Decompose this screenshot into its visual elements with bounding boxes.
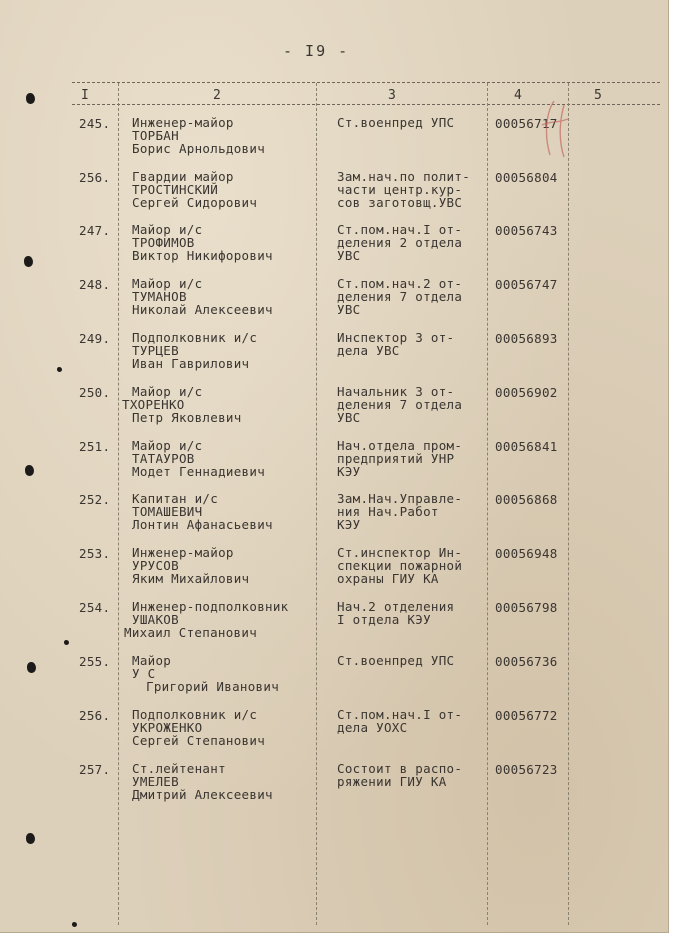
rank: Гвардии майор	[132, 169, 234, 184]
personnel-code: 00056868	[495, 492, 558, 507]
given-name: Модет Геннадиевич	[132, 464, 266, 479]
given-name: Николай Алексеевич	[132, 302, 273, 317]
person-info	[132, 708, 265, 747]
rank: Майор	[132, 653, 172, 668]
person-info	[132, 439, 265, 478]
position-line: Ст.военпред УПС	[337, 653, 455, 668]
position-line: Ст.инспектор Ин-	[337, 545, 463, 560]
row-number: 256.	[79, 170, 111, 185]
rank: Майор и/с	[132, 276, 203, 291]
person-info	[132, 762, 273, 801]
rank: Майор и/с	[132, 222, 203, 237]
surname: ТАТАУРОВ	[132, 451, 195, 466]
position-line: Начальник 3 от-	[337, 384, 455, 399]
column-divider-2	[316, 83, 317, 925]
position-line: I отдела КЭУ	[337, 612, 431, 627]
position-line: КЭУ	[337, 464, 361, 479]
position-info	[337, 277, 462, 316]
position-line: Ст.военпред УПС	[337, 115, 455, 130]
position-line: дела УОХС	[337, 720, 408, 735]
rank: Инженер-подполковник	[132, 599, 289, 614]
binding-hole	[26, 93, 35, 104]
rank: Майор и/с	[132, 438, 203, 453]
surname: ТУРЦЕВ	[132, 343, 179, 358]
person-info	[132, 223, 273, 262]
position-line: части центр.кур-	[337, 182, 463, 197]
personnel-code: 00056736	[495, 654, 558, 669]
surname: ТУМАНОВ	[132, 289, 187, 304]
binding-hole	[72, 922, 77, 927]
rank: Ст.лейтенант	[132, 761, 226, 776]
position-line: УВС	[337, 248, 361, 263]
header-top-rule	[72, 82, 660, 83]
position-info	[337, 439, 462, 478]
rank: Подполковник и/с	[132, 707, 258, 722]
rank: Капитан и/с	[132, 491, 219, 506]
given-name: Михаил Степанович	[124, 625, 258, 640]
position-info	[337, 331, 454, 357]
position-line: ряжении ГИУ КА	[337, 774, 447, 789]
position-line: Ст.пом.нач.I от-	[337, 222, 463, 237]
column-header-2: 2	[213, 88, 222, 103]
position-line: дела УВС	[337, 343, 400, 358]
row-number: 256.	[79, 708, 111, 723]
position-line: Зам.Нач.Управле-	[337, 491, 463, 506]
personnel-code: 00056841	[495, 439, 558, 454]
surname: ТОМАШЕВИЧ	[132, 504, 203, 519]
personnel-code: 00056772	[495, 708, 558, 723]
given-name: Иван Гаврилович	[132, 356, 250, 371]
column-divider-4	[568, 83, 569, 925]
position-line: Нач.2 отделения	[337, 599, 455, 614]
given-name: Григорий Иванович	[146, 679, 280, 694]
rank: Подполковник и/с	[132, 330, 258, 345]
position-info	[337, 762, 462, 788]
person-info	[132, 277, 273, 316]
position-line: предприятий УНР	[337, 451, 455, 466]
personnel-code: 00056902	[495, 385, 558, 400]
person-info	[132, 331, 257, 370]
personnel-code: 00056717	[495, 116, 558, 131]
row-number: 251.	[79, 439, 111, 454]
page-number: - I9 -	[283, 42, 350, 60]
position-line: деления 7 отдела	[337, 289, 463, 304]
personnel-code: 00056723	[495, 762, 558, 777]
surname: ТХОРЕНКО	[122, 397, 185, 412]
personnel-code: 00056798	[495, 600, 558, 615]
binding-hole	[24, 256, 33, 267]
surname: ТРОСТИНСКИЙ	[132, 182, 219, 197]
row-number: 249.	[79, 331, 111, 346]
position-line: Инспектор 3 от-	[337, 330, 455, 345]
personnel-code: 00056893	[495, 331, 558, 346]
column-header-3: 3	[388, 88, 397, 103]
row-number: 245.	[79, 116, 111, 131]
row-number: 250.	[79, 385, 111, 400]
pencil-annotation-mark	[524, 95, 584, 165]
position-line: Состоит в распо-	[337, 761, 463, 776]
row-number: 252.	[79, 492, 111, 507]
position-info	[337, 170, 470, 209]
column-divider-3	[487, 83, 488, 925]
row-number: 257.	[79, 762, 111, 777]
position-line: КЭУ	[337, 517, 361, 532]
given-name: Лонтин Афанасьевич	[132, 517, 273, 532]
given-name: Виктор Никифорович	[132, 248, 273, 263]
position-info	[337, 223, 462, 262]
position-line: УВС	[337, 302, 361, 317]
person-info	[132, 116, 265, 155]
position-line: охраны ГИУ КА	[337, 571, 439, 586]
position-line: сов заготовщ.УВС	[337, 195, 463, 210]
person-info	[132, 170, 257, 209]
row-number: 254.	[79, 600, 111, 615]
row-number: 255.	[79, 654, 111, 669]
binding-hole	[25, 465, 34, 476]
position-line: Нач.отдела пром-	[337, 438, 463, 453]
person-info	[124, 599, 289, 640]
position-info	[337, 708, 462, 734]
personnel-code: 00056804	[495, 170, 558, 185]
binding-hole	[57, 367, 62, 372]
column-header-1: I	[81, 88, 90, 103]
person-info	[132, 492, 273, 531]
rank: Майор и/с	[132, 384, 203, 399]
position-line: ния Нач.Работ	[337, 504, 439, 519]
row-number: 248.	[79, 277, 111, 292]
position-info	[337, 546, 462, 585]
position-line: Зам.нач.по полит-	[337, 169, 471, 184]
binding-hole	[26, 833, 35, 844]
surname: УРУСОВ	[132, 558, 179, 573]
row-number: 253.	[79, 546, 111, 561]
personnel-code: 00056747	[495, 277, 558, 292]
given-name: Дмитрий Алексеевич	[132, 787, 273, 802]
surname: У С	[132, 666, 156, 681]
person-info	[132, 546, 249, 585]
position-line: Ст.пом.нач.I от-	[337, 707, 463, 722]
position-line: УВС	[337, 410, 361, 425]
column-divider-1	[118, 83, 119, 925]
person-info	[122, 384, 242, 425]
position-info	[337, 600, 454, 626]
given-name: Борис Арнольдович	[132, 141, 266, 156]
position-info	[337, 385, 462, 424]
rank: Инженер-майор	[132, 115, 234, 130]
given-name: Яким Михайлович	[132, 571, 250, 586]
surname: ТОРБАН	[132, 128, 179, 143]
position-info	[337, 116, 454, 129]
surname: УМЕЛЕВ	[132, 774, 179, 789]
personnel-code: 00056743	[495, 223, 558, 238]
row-number: 247.	[79, 223, 111, 238]
given-name: Сергей Сидорович	[132, 195, 258, 210]
column-header-4: 4	[514, 88, 523, 103]
column-header-5: 5	[594, 88, 603, 103]
personnel-code: 00056948	[495, 546, 558, 561]
person-info	[132, 654, 279, 693]
position-line: Ст.пом.нач.2 от-	[337, 276, 463, 291]
rank: Инженер-майор	[132, 545, 234, 560]
given-name: Петр Яковлевич	[132, 410, 242, 425]
binding-hole	[64, 640, 69, 645]
position-line: спекции пожарной	[337, 558, 463, 573]
surname: УШАКОВ	[132, 612, 179, 627]
position-info	[337, 492, 462, 531]
position-line: деления 2 отдела	[337, 235, 463, 250]
position-info	[337, 654, 454, 667]
binding-hole	[27, 662, 36, 673]
surname: УКРОЖЕНКО	[132, 720, 203, 735]
given-name: Сергей Степанович	[132, 733, 266, 748]
position-line: деления 7 отдела	[337, 397, 463, 412]
surname: ТРОФИМОВ	[132, 235, 195, 250]
